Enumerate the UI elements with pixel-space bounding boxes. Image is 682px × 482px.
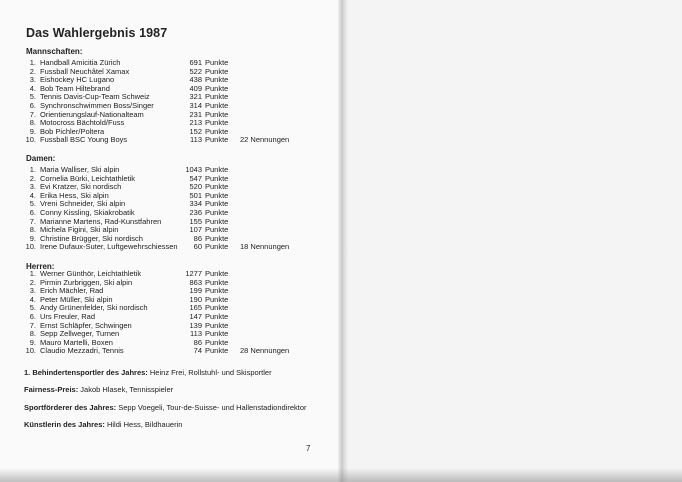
rank-number: 2. xyxy=(29,66,36,76)
points-value: 60 xyxy=(193,242,202,252)
points-value: 522 xyxy=(189,66,202,76)
points-unit: Punkte xyxy=(205,294,229,304)
entry-name: Synchronschwimmen Boss/Singer xyxy=(40,100,154,110)
rank-number: 6. xyxy=(29,311,36,321)
points-value: 314 xyxy=(189,100,202,110)
rank-number: 3. xyxy=(29,75,36,85)
entry-name: Tennis Davis-Cup-Team Schweiz xyxy=(40,92,150,102)
entry-name: Orientierungslauf-Nationalteam xyxy=(40,109,144,119)
rank-number: 4. xyxy=(29,190,36,200)
entry-name: Motocross Bächtold/Fuss xyxy=(40,118,125,128)
award-label: Sportförderer des Jahres: xyxy=(24,403,117,412)
points-unit: Punkte xyxy=(205,165,229,174)
nennungen-count: 28 Nennungen xyxy=(240,346,290,356)
points-unit: Punkte xyxy=(205,242,229,252)
points-value: 165 xyxy=(189,303,202,313)
points-unit: Punkte xyxy=(205,190,229,200)
points-unit: Punkte xyxy=(205,92,229,102)
award-sportfoerderer xyxy=(24,403,307,412)
rank-number: 5. xyxy=(29,199,36,209)
entry-name: Urs Freuler, Rad xyxy=(40,311,96,321)
points-value: 113 xyxy=(190,135,202,145)
section-label-damen: Damen: xyxy=(26,154,56,163)
rank-number: 7. xyxy=(29,320,36,330)
section-label-mannschaften: Mannschaften: xyxy=(26,47,83,56)
entry-name: Marianne Martens, Rad-Kunstfahren xyxy=(40,216,162,226)
rank-number: 6. xyxy=(29,207,36,217)
entry-name: Conny Kissling, Skiakrobatik xyxy=(40,207,135,217)
points-value: 863 xyxy=(189,277,202,287)
entry-name: Handball Amicitia Zürich xyxy=(40,58,121,67)
points-value: 409 xyxy=(189,83,202,93)
points-value: 190 xyxy=(189,294,202,304)
rank-number: 9. xyxy=(29,126,36,136)
rank-number: 7. xyxy=(29,109,36,119)
award-label: Fairness-Preis: xyxy=(24,385,79,394)
entry-name: Mauro Martelli, Boxen xyxy=(40,337,113,347)
entry-name: Andy Grünenfelder, Ski nordisch xyxy=(40,303,148,313)
points-value: 74 xyxy=(193,346,202,356)
entry-name: Vreni Schneider, Ski alpin xyxy=(40,199,126,209)
award-value: Hildi Hess, Bildhauerin xyxy=(106,420,183,429)
rank-number: 1. xyxy=(29,165,36,174)
points-unit: Punkte xyxy=(205,135,229,145)
entry-name: Fussball Neuchâtel Xamax xyxy=(40,66,130,76)
nennungen-count: 18 Nennungen xyxy=(240,242,290,252)
points-value: 236 xyxy=(189,207,202,217)
award-fairness-preis xyxy=(24,385,173,394)
award-kuenstlerin xyxy=(24,420,182,429)
rank-number: 9. xyxy=(29,233,36,243)
points-value: 1277 xyxy=(185,269,202,278)
rank-number: 10. xyxy=(25,346,36,356)
points-value: 139 xyxy=(189,320,202,330)
rank-number: 8. xyxy=(29,118,36,128)
points-value: 86 xyxy=(193,233,202,243)
points-value: 547 xyxy=(189,173,202,183)
points-unit: Punkte xyxy=(205,100,229,110)
points-unit: Punkte xyxy=(205,173,229,183)
entry-name: Christine Brügger, Ski nordisch xyxy=(40,233,143,243)
rank-number: 10. xyxy=(25,135,36,145)
rank-number: 5. xyxy=(29,303,36,313)
rank-number: 5. xyxy=(29,92,36,102)
rank-number: 4. xyxy=(29,83,36,93)
rank-number: 1. xyxy=(29,269,36,278)
rank-number: 3. xyxy=(29,182,36,192)
rank-number: 8. xyxy=(29,225,36,235)
rank-number: 10. xyxy=(25,242,36,252)
rank-number: 8. xyxy=(29,329,36,339)
rank-number: 9. xyxy=(29,337,36,347)
points-unit: Punkte xyxy=(205,182,229,192)
rank-number: 2. xyxy=(29,277,36,287)
nennungen-count: 22 Nennungen xyxy=(240,135,290,145)
page-number: 7 xyxy=(306,444,311,453)
entry-name: Michela Figini, Ski alpin xyxy=(40,225,119,235)
entry-name: Werner Günthör, Leichtathletik xyxy=(40,269,142,278)
points-unit: Punkte xyxy=(205,320,229,330)
points-unit: Punkte xyxy=(205,199,229,209)
points-unit: Punkte xyxy=(205,329,229,339)
rank-number: 7. xyxy=(29,216,36,226)
points-value: 199 xyxy=(189,286,202,296)
points-unit: Punkte xyxy=(205,303,229,313)
page-edge-shadow xyxy=(0,468,682,482)
points-value: 438 xyxy=(189,75,202,85)
points-unit: Punkte xyxy=(205,277,229,287)
award-value: Heinz Frei, Rollstuhl- und Skisportler xyxy=(149,368,272,377)
entry-name: Peter Müller, Ski alpin xyxy=(40,294,113,304)
points-unit: Punkte xyxy=(205,337,229,347)
rank-number: 2. xyxy=(29,173,36,183)
points-unit: Punkte xyxy=(205,216,229,226)
rank-number: 3. xyxy=(29,286,36,296)
entry-name: Irene Dufaux-Suter, Luftgewehrschiessen xyxy=(40,242,178,252)
award-label: 1. Behindertensportler des Jahres: xyxy=(24,368,148,377)
entry-name: Erika Hess, Ski alpin xyxy=(40,190,109,200)
points-value: 334 xyxy=(189,199,202,209)
book-spine xyxy=(338,0,348,482)
points-unit: Punkte xyxy=(205,109,229,119)
points-value: 501 xyxy=(189,190,202,200)
points-value: 86 xyxy=(193,337,202,347)
points-value: 107 xyxy=(189,225,202,235)
points-value: 231 xyxy=(189,109,202,119)
entry-name: Evi Kratzer, Ski nordisch xyxy=(40,182,122,192)
points-value: 691 xyxy=(189,58,202,67)
rank-number: 4. xyxy=(29,294,36,304)
entry-name: Bob Pichler/Poltera xyxy=(40,126,105,136)
entry-name: Ernst Schläpfer, Schwingen xyxy=(40,320,132,330)
points-value: 520 xyxy=(189,182,202,192)
entry-name: Sepp Zellweger, Turnen xyxy=(40,329,120,339)
award-label: Künstlerin des Jahres: xyxy=(24,420,105,429)
points-value: 152 xyxy=(189,126,202,136)
points-unit: Punkte xyxy=(205,75,229,85)
rank-number: 1. xyxy=(29,58,36,67)
entry-name: Pirmin Zurbriggen, Ski alpin xyxy=(40,277,133,287)
points-unit: Punkte xyxy=(205,66,229,76)
points-unit: Punkte xyxy=(205,311,229,321)
entry-name: Erich Mächler, Rad xyxy=(40,286,104,296)
section-label-herren: Herren: xyxy=(26,262,55,271)
points-value: 155 xyxy=(189,216,202,226)
points-unit: Punkte xyxy=(205,58,229,67)
points-value: 1043 xyxy=(185,165,202,174)
points-value: 147 xyxy=(189,311,202,321)
points-unit: Punkte xyxy=(205,83,229,93)
points-unit: Punkte xyxy=(205,269,229,278)
points-unit: Punkte xyxy=(205,225,229,235)
points-value: 113 xyxy=(190,329,202,339)
entry-name: Cornelia Bürki, Leichtathletik xyxy=(40,173,136,183)
entry-name: Claudio Mezzadri, Tennis xyxy=(40,346,124,356)
points-value: 213 xyxy=(189,118,202,128)
points-unit: Punkte xyxy=(205,233,229,243)
right-page-blank xyxy=(346,0,682,482)
rank-number: 6. xyxy=(29,100,36,110)
points-unit: Punkte xyxy=(205,346,229,356)
points-unit: Punkte xyxy=(205,126,229,136)
award-behindertensportler xyxy=(24,368,272,377)
entry-name: Bob Team Hiltebrand xyxy=(40,83,110,93)
award-value: Sepp Voegeli, Tour-de-Suisse- und Hallenstadiondirektor xyxy=(118,403,307,412)
entry-name: Fussball BSC Young Boys xyxy=(40,135,128,145)
points-unit: Punkte xyxy=(205,286,229,296)
entry-name: Eishockey HC Lugano xyxy=(40,75,115,85)
award-value: Jakob Hlasek, Tennisspieler xyxy=(80,385,174,394)
page-title: Das Wahlergebnis 1987 xyxy=(26,26,168,40)
points-unit: Punkte xyxy=(205,118,229,128)
points-value: 321 xyxy=(189,92,202,102)
points-unit: Punkte xyxy=(205,207,229,217)
entry-name: Maria Walliser, Ski alpin xyxy=(40,165,120,174)
